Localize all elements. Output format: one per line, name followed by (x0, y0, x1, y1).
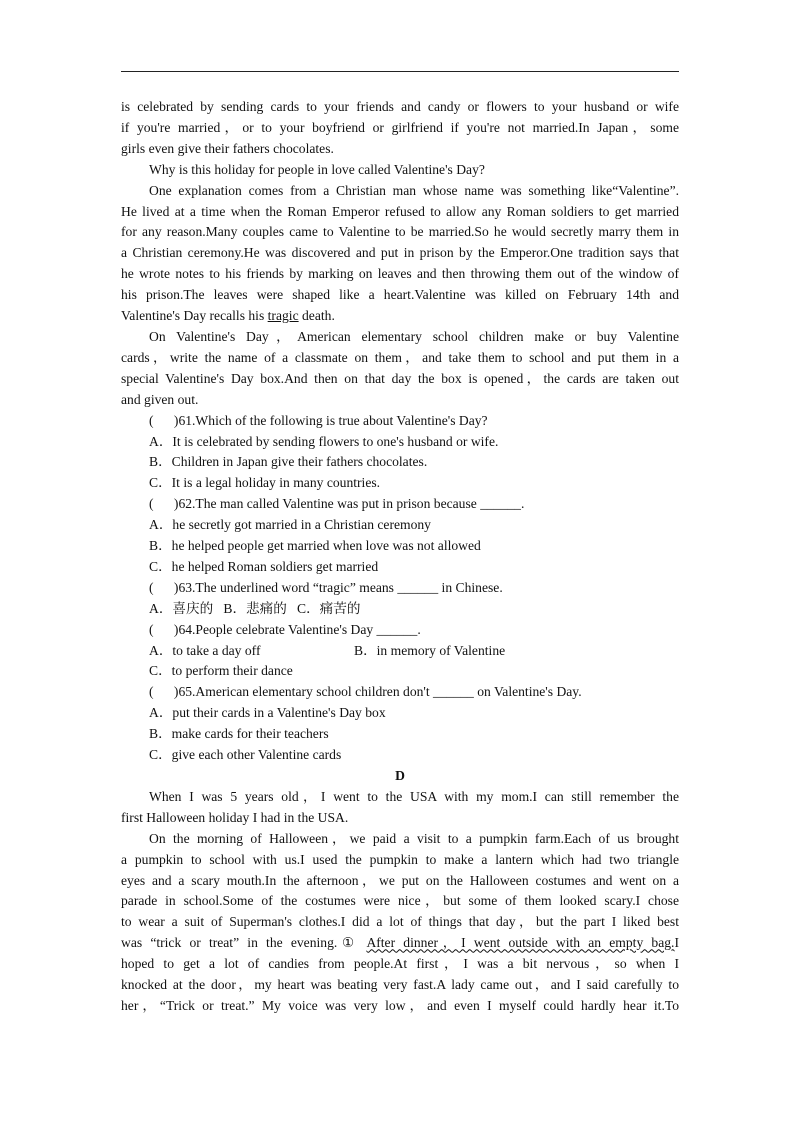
passage-c-line: cards，write the name of a classmate on them，and take them to school and put them in a (121, 349, 679, 365)
text-segment: I (674, 935, 679, 951)
question-64: ( )64.People celebrate Valentine's Day ______. (149, 621, 421, 637)
document-body (121, 97, 679, 1017)
passage-c-question-line: Why is this holiday for people in love called Valentine's Day? (149, 161, 485, 177)
header-rule (121, 71, 679, 72)
passage-c-line: and given out. (121, 391, 199, 407)
passage-d-line (121, 933, 679, 954)
option-64c: C．to perform their dance (149, 663, 293, 679)
passage-d-line: a pumpkin to school with us.I used the pumpkin to make a lantern which had two triangle (121, 851, 679, 867)
passage-d-line: hoped to get a lot of candies from people.At first，I was a bit nervous，so when I (121, 956, 679, 972)
passage-d-line: to wear a suit of Superman's clothes.I did a lot of things that day，but the part I liked best (121, 914, 679, 930)
option-62b: B．he helped people get married when love was not allowed (149, 538, 481, 554)
option-64a: A．to take a day off (149, 642, 261, 658)
passage-c-line: his prison.The leaves were shaped like a heart.Valentine was killed on February 14th and (121, 287, 679, 303)
options-64ab (121, 641, 679, 662)
passage-c-line: is celebrated by sending cards to your friends and candy or flowers to your husband or wife (121, 99, 679, 114)
option-62a: A．he secretly got married in a Christian ceremony (149, 517, 431, 533)
text-segment: Valentine's Day recalls his (121, 308, 268, 324)
text-segment: was “trick or treat” in the evening.① (121, 935, 367, 951)
passage-c-line: for any reason.Many couples came to Valentine to be married.So he would secretly marry them in (121, 224, 679, 240)
passage-d-line: eyes and a scary mouth.In the afternoon，we put on the Halloween costumes and went on a (121, 872, 679, 888)
options-63: A．喜庆的 B．悲痛的 C．痛苦的 (149, 600, 361, 616)
passage-c-line (121, 306, 679, 327)
underlined-sentence-1: After dinner，I went outside with an empty bag. (366, 935, 675, 951)
option-61c: C．It is a legal holiday in many countries. (149, 475, 381, 491)
passage-d-line: first Halloween holiday I had in the USA. (121, 809, 349, 825)
passage-c-line: On Valentine's Day，American elementary school children make or buy Valentine (149, 328, 679, 344)
passage-c-line: a Christian ceremony.He was discovered and put in prison by the Emperor.One tradition says that (121, 245, 679, 261)
passage-d-line: On the morning of Halloween，we paid a visit to a pumpkin farm.Each of us brought (149, 830, 679, 846)
question-63: ( )63.The underlined word “tragic” means ______ in Chinese. (149, 579, 503, 595)
option-65b: B．make cards for their teachers (149, 726, 329, 742)
question-62: ( )62.The man called Valentine was put in prison because ______. (149, 496, 525, 512)
passage-c-line: special Valentine's Day box.And then on that day the box is opened，the cards are taken out (121, 370, 679, 386)
passage-c-line: if you're married，or to your boyfriend or girlfriend if you're not married.In Japan，some (121, 119, 679, 135)
option-61a: A．It is celebrated by sending flowers to one's husband or wife. (149, 433, 499, 449)
passage-c-line: He lived at a time when the Roman Emperor refused to allow any Roman soldiers to get married (121, 203, 679, 219)
option-61b: B．Children in Japan give their fathers chocolates. (149, 454, 428, 470)
passage-c-line: he wrote notes to his friends by marking on leaves and then throwing them out of the window of (121, 266, 679, 282)
question-65: ( )65.American elementary school children don't ______ on Valentine's Day. (149, 684, 582, 700)
option-65c: C．give each other Valentine cards (149, 747, 342, 763)
passage-c-line: girls even give their fathers chocolates. (121, 140, 334, 156)
passage-d-line: parade in school.Some of the costumes were nice，but some of them looked scary.I chose (121, 893, 679, 909)
passage-d-line: her，“Trick or treat.” My voice was very low，and even I myself could hardly hear it.To (121, 997, 679, 1013)
option-65a: A．put their cards in a Valentine's Day box (149, 705, 386, 721)
passage-d-line: When I was 5 years old，I went to the USA with my mom.I can still remember the (149, 788, 679, 804)
question-61: ( )61.Which of the following is true about Valentine's Day? (149, 412, 488, 428)
option-64b: B．in memory of Valentine (354, 642, 506, 658)
passage-d-line: knocked at the door，my heart was beating very fast.A lady came out，and I said carefully to (121, 977, 679, 993)
underlined-word-tragic: tragic (267, 308, 299, 324)
section-heading-d: D (395, 768, 405, 783)
option-62c: C．he helped Roman soldiers get married (149, 558, 379, 574)
passage-c-line: One explanation comes from a Christian man whose name was something like“Valentine”. (149, 182, 679, 198)
text-segment: death. (298, 308, 335, 324)
